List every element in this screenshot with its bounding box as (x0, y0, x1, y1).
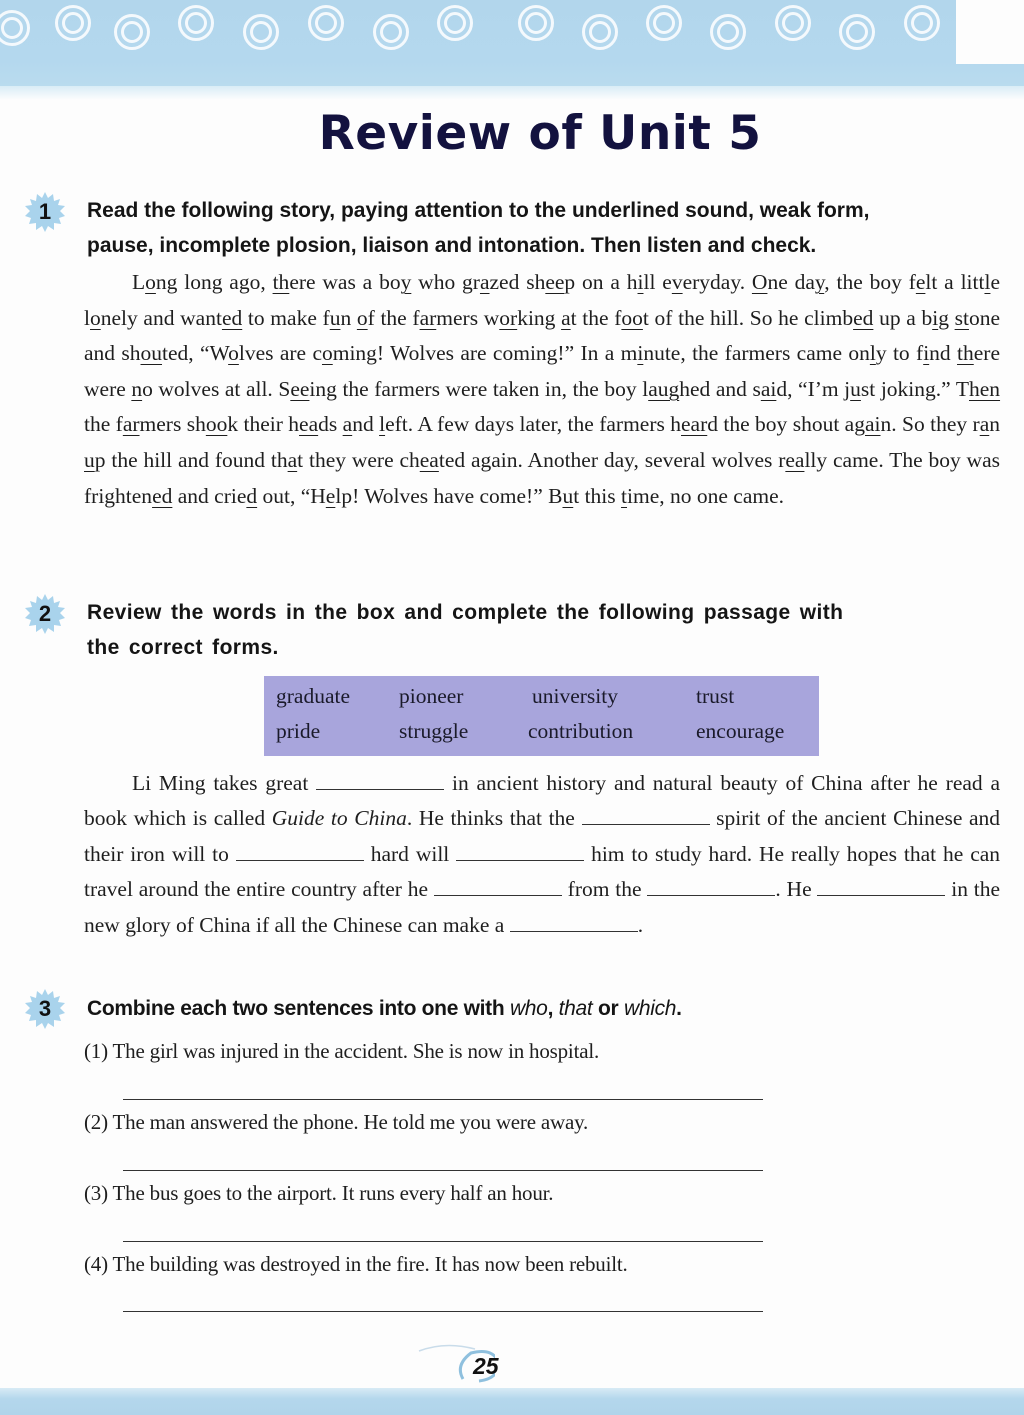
story-fragment: ted, “W (162, 341, 229, 366)
instruction-text: or (592, 997, 624, 1020)
instruction-line: the correct forms. (87, 636, 279, 659)
underlined-sound: ea (419, 447, 439, 472)
underlined-sound: u (329, 305, 341, 330)
underlined-sound: hen (969, 376, 1001, 401)
blank-5[interactable] (434, 877, 562, 896)
passage-text: from the (567, 877, 642, 902)
story-fragment: nd (929, 341, 958, 366)
story-fragment: k their h (227, 412, 300, 437)
underlined-sound: ed (221, 305, 243, 330)
underlined-sound: ee (545, 270, 565, 294)
story-fragment: t they were ch (297, 447, 420, 472)
keyword-which: which (623, 997, 677, 1020)
story-fragment: L (132, 270, 146, 294)
story-fragment: st joking.” T (860, 376, 969, 401)
underlined-sound: a (561, 305, 571, 330)
story-text (84, 265, 1000, 514)
story-fragment: nd (352, 412, 380, 437)
underlined-sound: ai (760, 376, 777, 401)
underlined-sound: e (915, 270, 926, 294)
word-option: pioneer (399, 684, 464, 708)
story-fragment: t the f (570, 305, 622, 330)
underlined-sound: ou (140, 341, 163, 366)
blank-1[interactable] (316, 771, 444, 790)
passage-text: . (637, 912, 644, 937)
ring-ornament-icon (308, 5, 344, 41)
blank-4[interactable] (456, 842, 584, 861)
story-fragment: to make f (242, 305, 330, 330)
instruction-text: . (676, 997, 682, 1020)
story-fragment: eryday. (682, 270, 752, 294)
page-number: 25 (473, 1353, 499, 1379)
section-number: 3 (38, 996, 52, 1021)
instruction-line: Review the words in the box and complete the following passage with (87, 601, 844, 624)
keyword-who: who (509, 997, 548, 1020)
story-fragment: y to f (875, 341, 924, 366)
underlined-sound: th (272, 270, 290, 294)
story-fragment: ll e (643, 270, 672, 294)
question-2: (2) The man answered the phone. He told me you were away. (84, 1110, 589, 1134)
underlined-sound: oo (621, 305, 643, 330)
story-fragment: zed sh (489, 270, 546, 294)
ring-ornament-icon (839, 14, 875, 50)
underlined-sound: i (637, 341, 644, 366)
story-fragment: ted again. Another day, several wolves r (438, 447, 786, 472)
footer-band (0, 1388, 1024, 1415)
underlined-sound: y (400, 270, 412, 294)
ring-ornament-icon (518, 5, 554, 41)
passage-text: Li Ming takes great (132, 771, 309, 795)
blank-3[interactable] (236, 842, 364, 861)
question-1: (1) The girl was injured in the accident. She is now in hospital. (84, 1039, 600, 1063)
underlined-sound: l (869, 341, 876, 366)
underlined-sound: ear (681, 412, 708, 437)
underlined-sound: ai (864, 412, 881, 437)
underlined-sound: u (850, 376, 861, 401)
underlined-sound: i (932, 305, 939, 330)
section-badge-3 (24, 988, 66, 1030)
story-fragment: nute, the farmers came on (643, 341, 870, 366)
story-fragment: the f (84, 412, 123, 437)
underlined-sound: v (671, 270, 683, 294)
story-fragment: ere were (84, 341, 1000, 401)
ring-ornament-icon (114, 14, 150, 50)
ring-ornament-icon (437, 5, 473, 41)
story-fragment: g (938, 305, 955, 330)
word-option: university (532, 684, 618, 708)
word-option: struggle (399, 719, 469, 743)
question-3: (3) The bus goes to the airport. It runs every half an hour. (84, 1181, 554, 1205)
story-fragment: lt a litt (925, 270, 985, 294)
instruction-text: , (547, 997, 559, 1020)
story-fragment: n (989, 412, 1000, 437)
ring-ornament-icon (646, 5, 682, 41)
underlined-sound: aug (648, 376, 680, 401)
section-badge-1 (24, 191, 66, 233)
underlined-sound: e (325, 483, 336, 508)
blank-7[interactable] (817, 877, 945, 896)
underlined-sound: ee (290, 376, 310, 401)
story-fragment: mers sh (139, 412, 206, 437)
header-notch (956, 0, 1024, 64)
passage-text: him to study hard. He really hopes that he can travel around the entire country after he (84, 841, 1001, 902)
story-fragment: p on a h (564, 270, 638, 294)
ring-ornament-icon (178, 5, 214, 41)
underlined-sound: u (84, 447, 95, 472)
underlined-sound: i (637, 270, 644, 294)
story-fragment: out, “H (257, 483, 326, 508)
answer-line-3[interactable] (123, 1241, 763, 1242)
story-fragment: o wolves at all. S (142, 376, 291, 401)
underlined-sound: o (356, 305, 368, 330)
passage-text: in ancient history and natural beauty of China after he read a book which is called (84, 771, 1001, 831)
underlined-sound: ed (853, 305, 874, 330)
story-fragment: , the boy f (824, 270, 916, 294)
underlined-sound: ar (122, 412, 140, 437)
section-number: 2 (38, 601, 52, 626)
story-fragment: who gr (411, 270, 480, 294)
header-fade (0, 86, 1024, 100)
story-fragment: f the f (367, 305, 420, 330)
section1-instruction (87, 193, 1005, 263)
ring-ornament-icon (775, 5, 811, 41)
word-option: trust (696, 684, 735, 708)
ring-ornament-icon (710, 14, 746, 50)
story-fragment: ne da (767, 270, 815, 294)
instruction-line: Read the following story, paying attention to the underlined sound, weak form, (87, 199, 870, 222)
story-fragment: hed and s (679, 376, 761, 401)
keyword-that: that (558, 997, 593, 1020)
header-band (0, 0, 1024, 86)
section-number: 1 (38, 199, 52, 224)
underlined-sound: d (246, 483, 258, 508)
ring-ornament-icon (373, 14, 409, 50)
underlined-sound: o (321, 341, 333, 366)
story-fragment: ds (318, 412, 343, 437)
word-option: pride (276, 719, 321, 743)
underlined-sound: u (562, 483, 574, 508)
underlined-sound: ed (152, 483, 173, 508)
underlined-sound: a (479, 270, 490, 294)
story-fragment: lves are c (238, 341, 322, 366)
story-fragment: n (340, 305, 357, 330)
section-badge-2 (24, 593, 66, 635)
section3-instruction (87, 991, 1005, 1026)
underlined-sound: ea (299, 412, 319, 437)
section2-instruction (87, 595, 1005, 665)
underlined-sound: th (957, 341, 974, 366)
story-fragment: king (517, 305, 562, 330)
passage-text: . He thinks that the (406, 806, 575, 831)
story-fragment: t this (573, 483, 622, 508)
fill-in-passage (84, 766, 1000, 943)
underlined-sound: oo (205, 412, 228, 437)
word-option: encourage (696, 719, 785, 743)
story-fragment: ing the farmers were taken in, the boy l (309, 376, 649, 401)
underlined-sound: a (342, 412, 353, 437)
underlined-sound: a (287, 447, 298, 472)
ring-ornament-icon (0, 10, 30, 46)
underlined-sound: O (751, 270, 768, 294)
story-fragment: lly came. The boy was frighten (84, 447, 1000, 508)
underlined-sound: l (984, 270, 991, 294)
underlined-sound: y (814, 270, 825, 294)
story-fragment: mers w (436, 305, 500, 330)
story-fragment: p the hill and found th (94, 447, 288, 472)
instruction-line: pause, incomplete plosion, liaison and intonation. Then listen and check. (87, 234, 817, 257)
page-title: Review of Unit 5 (318, 106, 762, 161)
story-fragment: t of the hill. So he climb (642, 305, 854, 330)
underlined-sound: t (621, 483, 628, 508)
story-fragment: and crie (172, 483, 247, 508)
underlined-sound: a (979, 412, 990, 437)
story-fragment: d the boy shout ag (707, 412, 865, 437)
underlined-sound: st (954, 305, 969, 330)
story-fragment: lp! Wolves have come!” B (335, 483, 563, 508)
ring-ornament-icon (904, 5, 940, 41)
blank-2[interactable] (582, 806, 710, 825)
passage-text: in the new glory of China if all the Chinese can make a (84, 877, 1001, 937)
page-number-badge (455, 1345, 525, 1387)
underlined-sound: o (145, 270, 156, 294)
answer-line-1[interactable] (123, 1099, 763, 1100)
passage-text: spirit of the ancient Chinese and their iron will to (84, 806, 1001, 866)
answer-line-2[interactable] (123, 1170, 763, 1171)
story-fragment: e l (84, 270, 1000, 330)
story-fragment: ng long ago, (155, 270, 273, 294)
word-option: graduate (276, 684, 351, 708)
blank-6[interactable] (647, 877, 775, 896)
question-4: (4) The building was destroyed in the fire. It has now been rebuilt. (84, 1252, 628, 1276)
ring-ornament-icon (582, 14, 618, 50)
underlined-sound: o (228, 341, 239, 366)
underlined-sound: l (379, 412, 386, 437)
story-fragment: eft. A few days later, the farmers h (385, 412, 682, 437)
passage-text: hard will (370, 841, 450, 866)
blank-8[interactable] (510, 913, 638, 932)
underlined-sound: ea (785, 447, 805, 472)
underlined-sound: n (131, 376, 143, 401)
instruction-text: Combine each two sentences into one with (87, 997, 510, 1020)
story-fragment: up a b (873, 305, 933, 330)
story-fragment: d, “I’m j (776, 376, 851, 401)
word-option: contribution (528, 719, 634, 743)
word-box (264, 676, 819, 756)
ring-ornament-icon (55, 5, 91, 41)
underlined-sound: i (923, 341, 930, 366)
story-fragment: ime, no one came. (627, 483, 785, 508)
underlined-sound: o (89, 305, 101, 330)
story-fragment: n. So they r (880, 412, 980, 437)
underlined-sound: ar (419, 305, 437, 330)
book-title: Guide to China (271, 806, 407, 831)
ring-ornament-icon (243, 14, 279, 50)
story-fragment: one and sh (84, 305, 1000, 366)
story-fragment: ming! Wolves are coming!” In a m (332, 341, 638, 366)
answer-line-4[interactable] (123, 1311, 763, 1312)
story-fragment: nely and want (100, 305, 222, 330)
story-fragment: ere was a bo (289, 270, 401, 294)
passage-text: . He (775, 877, 812, 902)
underlined-sound: or (499, 305, 518, 330)
